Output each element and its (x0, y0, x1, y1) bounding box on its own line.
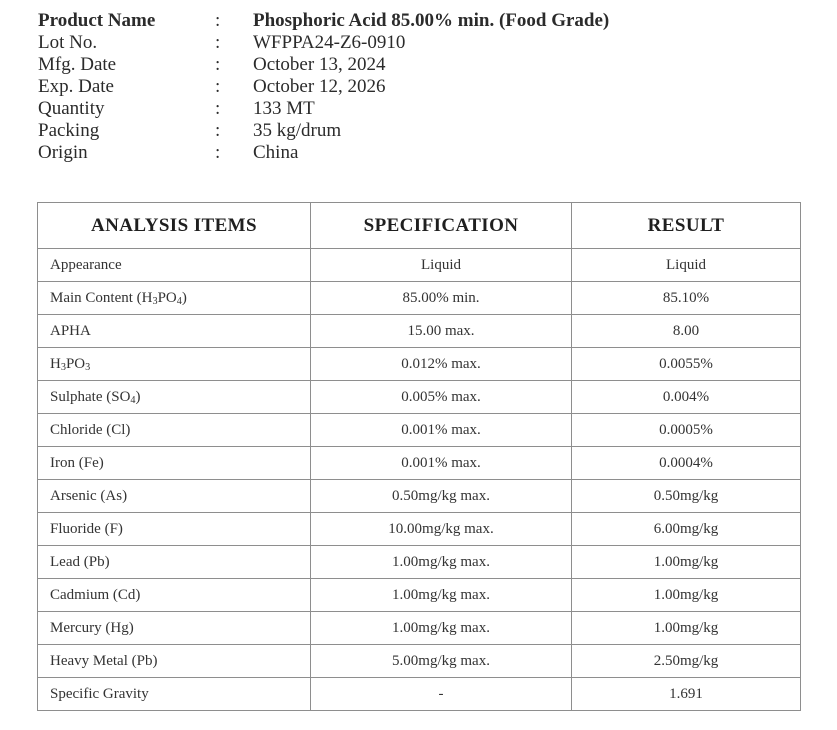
table-row (38, 381, 801, 414)
cell-analysis-item: $H_3PO_3$ (38, 348, 311, 381)
cell-specification: 1.00mg/kg max. (311, 579, 572, 612)
cell-analysis-item: APHA (38, 315, 311, 348)
product-info-block (38, 10, 798, 164)
cell-result: 0.50mg/kg (572, 480, 801, 513)
table-row (38, 546, 801, 579)
table-row (38, 282, 801, 315)
cell-analysis-item: Specific Gravity (38, 678, 311, 711)
cell-result: 1.691 (572, 678, 801, 711)
cell-analysis-item: Heavy Metal (Pb) (38, 645, 311, 678)
analysis-table-head (38, 203, 801, 249)
info-value: China (253, 142, 299, 163)
table-row (38, 645, 801, 678)
cell-analysis-item: Lead (Pb) (38, 546, 311, 579)
table-row (38, 612, 801, 645)
info-value: WFPPA24-Z6-0910 (253, 32, 406, 53)
cell-result: 6.00mg/kg (572, 513, 801, 546)
table-row (38, 447, 801, 480)
cell-specification: 0.50mg/kg max. (311, 480, 572, 513)
info-value: Phosphoric Acid 85.00% min. (Food Grade) (253, 10, 610, 31)
info-value: 133 MT (253, 98, 315, 119)
table-row (38, 480, 801, 513)
info-colon: : (215, 76, 221, 97)
info-label: Origin (38, 142, 88, 163)
cell-result: 1.00mg/kg (572, 612, 801, 645)
cell-specification: - (311, 678, 572, 711)
table-row (38, 348, 801, 381)
table-row (38, 249, 801, 282)
cell-analysis-item: Arsenic (As) (38, 480, 311, 513)
cell-specification: 5.00mg/kg max. (311, 645, 572, 678)
cell-analysis-item: Main Content $(H_3PO_4)$ (38, 282, 311, 315)
cell-specification: Liquid (311, 249, 572, 282)
cell-specification: 1.00mg/kg max. (311, 612, 572, 645)
info-label: Lot No. (38, 32, 98, 53)
cell-result: 0.0055% (572, 348, 801, 381)
cell-specification: 1.00mg/kg max. (311, 546, 572, 579)
cell-analysis-item: Fluoride (F) (38, 513, 311, 546)
cell-specification: 15.00 max. (311, 315, 572, 348)
info-row (38, 142, 798, 164)
info-colon: : (215, 54, 221, 75)
table-header-row (38, 203, 801, 249)
info-label: Mfg. Date (38, 54, 117, 75)
table-row (38, 414, 801, 447)
info-row (38, 98, 798, 120)
table-row (38, 579, 801, 612)
cell-result: 2.50mg/kg (572, 645, 801, 678)
cell-analysis-item: Iron (Fe) (38, 447, 311, 480)
info-value: October 13, 2024 (253, 54, 386, 75)
cell-analysis-item: Sulphate $(SO_4)$ (38, 381, 311, 414)
info-label: Packing (38, 120, 100, 141)
cell-result: 0.004% (572, 381, 801, 414)
cell-specification: 0.001% max. (311, 447, 572, 480)
cell-analysis-item: Cadmium (Cd) (38, 579, 311, 612)
info-value: October 12, 2026 (253, 76, 386, 97)
cell-specification: 10.00mg/kg max. (311, 513, 572, 546)
cell-result: 8.00 (572, 315, 801, 348)
cell-specification: 0.001% max. (311, 414, 572, 447)
info-row (38, 120, 798, 142)
info-colon: : (215, 120, 221, 141)
cell-specification: 0.005% max. (311, 381, 572, 414)
info-label: Quantity (38, 98, 105, 119)
cell-result: Liquid (572, 249, 801, 282)
column-header-result: RESULT (572, 203, 801, 249)
cell-result: 85.10% (572, 282, 801, 315)
cell-specification: 85.00% min. (311, 282, 572, 315)
column-header-analysis-items: ANALYSIS ITEMS (38, 203, 311, 249)
info-row (38, 76, 798, 98)
column-header-specification: SPECIFICATION (311, 203, 572, 249)
cell-specification: 0.012% max. (311, 348, 572, 381)
cell-result: 1.00mg/kg (572, 546, 801, 579)
table-row (38, 315, 801, 348)
cell-analysis-item: Appearance (38, 249, 311, 282)
info-row (38, 10, 798, 32)
info-label: Product Name (38, 10, 156, 31)
info-row (38, 54, 798, 76)
info-colon: : (215, 10, 221, 31)
cell-analysis-item: Chloride (Cl) (38, 414, 311, 447)
info-colon: : (215, 32, 221, 53)
info-value: 35 kg/drum (253, 120, 342, 141)
cell-analysis-item: Mercury (Hg) (38, 612, 311, 645)
cell-result: 0.0005% (572, 414, 801, 447)
analysis-table-body (38, 249, 801, 711)
info-label: Exp. Date (38, 76, 114, 97)
analysis-table (37, 202, 801, 711)
info-colon: : (215, 98, 221, 119)
cell-result: 0.0004% (572, 447, 801, 480)
info-row (38, 32, 798, 54)
table-row (38, 513, 801, 546)
cell-result: 1.00mg/kg (572, 579, 801, 612)
info-colon: : (215, 142, 221, 163)
table-row (38, 678, 801, 711)
